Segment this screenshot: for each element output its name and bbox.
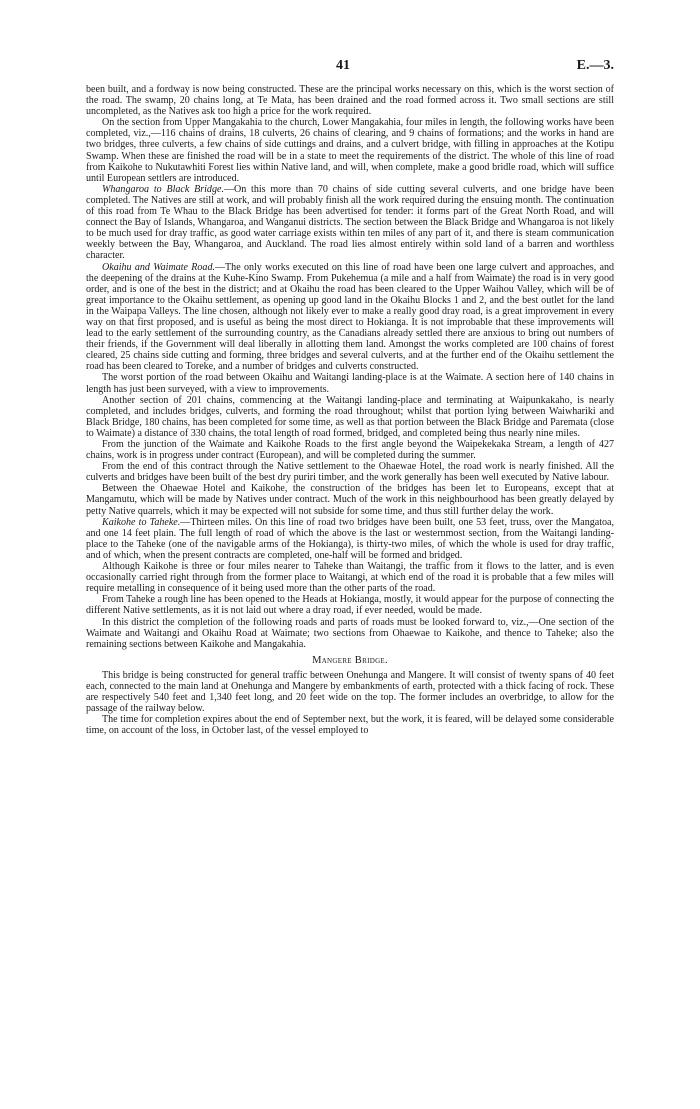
document-reference: E.—3. bbox=[576, 58, 614, 73]
paragraph: Whangaroa to Black Bridge.—On this more than 70 chains of side cutting several culverts, and one bridge have been completed. The Natives are still at work, and will probably finish all the work required during the ensuing month. The continuation of this road from Te Whau to the Black Bridge has been advertised for tender: it forms part of the Great North Road, and will connect the Bay of Islands, Whangaroa, and Wanganui districts. The section between the Black Bridge and Whangaroa is not likely to be much used for dray traffic, as good water carriage exists within ten miles of any part of it, and there is steam communication weekly between the Bay, Whangaroa, and Auckland. The road lies almost entirely within sold land of a barren and worthless character. bbox=[86, 183, 614, 262]
paragraph: The time for completion expires about the end of September next, but the work, it is feared, will be delayed some considerable time, on account of the loss, in October last, of the vessel employed to bbox=[86, 714, 614, 737]
paragraph: Another section of 201 chains, commencing at the Waitangi landing-place and terminating at Waipunkakaho, is nearly completed, and includes bridges, culverts, and forming the road throughout; whilst that portion lying between Waiwhariki and Black Bridge, 180 chains, has been completed for some time, as well as that portion between the Black Bridge and Paremata (close to Waimate) a distance of 330 chains, the total length of road formed, bridged, and completed being thus nearly nine miles. bbox=[86, 394, 614, 439]
paragraph: From the end of this contract through the Native settlement to the Ohaewae Hotel, the road work is nearly finished. All the culverts and bridges have been built of the best dry puriri timber, and the work generally has been well executed by Native labour. bbox=[86, 461, 614, 484]
page-number: 41 bbox=[336, 58, 350, 73]
paragraph: The worst portion of the road between Okaihu and Waitangi landing-place is at the Waimate. A section here of 140 chains in length has just been surveyed, with a view to improvements. bbox=[86, 372, 614, 395]
section-heading: Mangere Bridge. bbox=[312, 654, 388, 666]
paragraph: This bridge is being constructed for general traffic between Onehunga and Mangere. It will consist of twenty spans of 40 feet each, connected to the main land at Onehunga and Mangere by embankments of earth, protected with a thick facing of rock. These are respectively 540 feet and 1,340 feet long, and 20 feet wide on the top. The former includes an overbridge, to allow for the passage of the railway below. bbox=[86, 669, 614, 715]
paragraph: Kaikohe to Taheke.—Thirteen miles. On this line of road two bridges have been built, one 53 feet, truss, over the Mangatoa, and one 14 feet plain. The full length of road of which the above is the last or westernmost section, from the Waitangi landing-place to the Taheke (one of the navigable arms of the Hokianga), is thirty-two miles, of which the whole is used for dray traffic, and of which, when the present contracts are completed, one-half will be formed and bridged. bbox=[86, 516, 614, 561]
paragraph: From Taheke a rough line has been opened to the Heads at Hokianga, mostly, it would appear for the purpose of connecting the different Native settlements, as it is not laid out where a dray road, if ever needed, would be made. bbox=[86, 594, 614, 617]
paragraph-title: Okaihu and Waimate Road. bbox=[102, 261, 215, 273]
paragraph: From the junction of the Waimate and Kaikohe Roads to the first angle beyond the Waipekekaka Stream, a length of 427 chains, work is in progress under contract (European), and will be completed during the summer. bbox=[86, 439, 614, 462]
paragraph: In this district the completion of the following roads and parts of roads must be looked forward to, viz.,—One section of the Waimate and Waitangi and Okaihu Road at Waimate; two sections from Ohaewae to Kaikohe, and thence to Taheke; also the remaining sections between Kaikohe and Mangakahia. bbox=[86, 616, 614, 650]
paragraph-title: Whangaroa to Black Bridge. bbox=[102, 183, 224, 195]
paragraph-title: Kaikohe to Taheke. bbox=[102, 516, 181, 528]
page-header bbox=[86, 58, 614, 82]
paragraph: On the section from Upper Mangakahia to the church, Lower Mangakahia, four miles in length, the following works have been completed, viz.,—116 chains of drains, 18 culverts, 26 chains of clearing, and 9 chains of formations; and the works in hand are two bridges, three culverts, a few chains of side cuttings and drains, and a culvert bridge, with filling in approaches at the Kotipu Swamp. When these are finished the road will be in a state to meet the requirements of the district. The whole of this line of road from Kaikohe to Nukutawhiti Forest lies within Native land, and will, when complete, make a good bridle road, which will suffice until European settlers are introduced. bbox=[86, 117, 614, 184]
paragraph: Okaihu and Waimate Road.—The only works executed on this line of road have been one large culvert and approaches, and the deepening of the drains at the Kuhe-Kino Swamp. From Pukehemua (a mile and a half from Waimate) the road is in very good order, and is one of the best in the district; and at Okaihu the road has been cleared to the Upper Waihou Valley, which will be of great importance to the Okaihu settlement, as opening up good land in the Okaihu Blocks 1 and 2, and the best outlet for the land in the Waipapa Valleys. The line chosen, although not likely ever to make a really good dray road, is a great improvement in every way on that first proposed, and is useful as being the most direct to Hokianga. It is not improbable that these improvements will lead to the early settlement of the surrounding country, as the Canadians already settled there are anxious to bring out numbers of their friends, if the Government will deal liberally in allotting them land. Amongst the works completed are 100 chains of forest cleared, 25 chains side cutting and forming, three bridges and several culverts, and at the further end of the Okaihu settlement the road has been cleared to Toreke, and a number of bridges and culverts constructed. bbox=[86, 261, 614, 373]
paragraph: Between the Ohaewae Hotel and Kaikohe, the construction of the bridges has been let to Europeans, except that at Mangamutu, which will be made by Natives under contract. Much of the work in this neighbourhood has been greatly delayed by petty Native quarrels, which it may be expected will not subside for some time, and thus still further delay the work. bbox=[86, 483, 614, 517]
paragraph: Although Kaikohe is three or four miles nearer to Taheke than Waitangi, the traffic from it flows to the latter, and is even occasionally carried right through from the former place to Waitangi, at which end of the road it is probable that a few miles will require metalling in consequence of it being used more than the other parts of the road. bbox=[86, 561, 614, 595]
paragraph: been built, and a fordway is now being constructed. These are the principal works necessary on this, which is the worst section of the road. The swamp, 20 chains long, at Te Mata, has been drained and the road formed across it. Two small sections are still uncompleted, as the Natives ask too high a price for the work required. bbox=[86, 84, 614, 118]
document-page bbox=[86, 58, 614, 736]
body-text bbox=[86, 84, 614, 736]
